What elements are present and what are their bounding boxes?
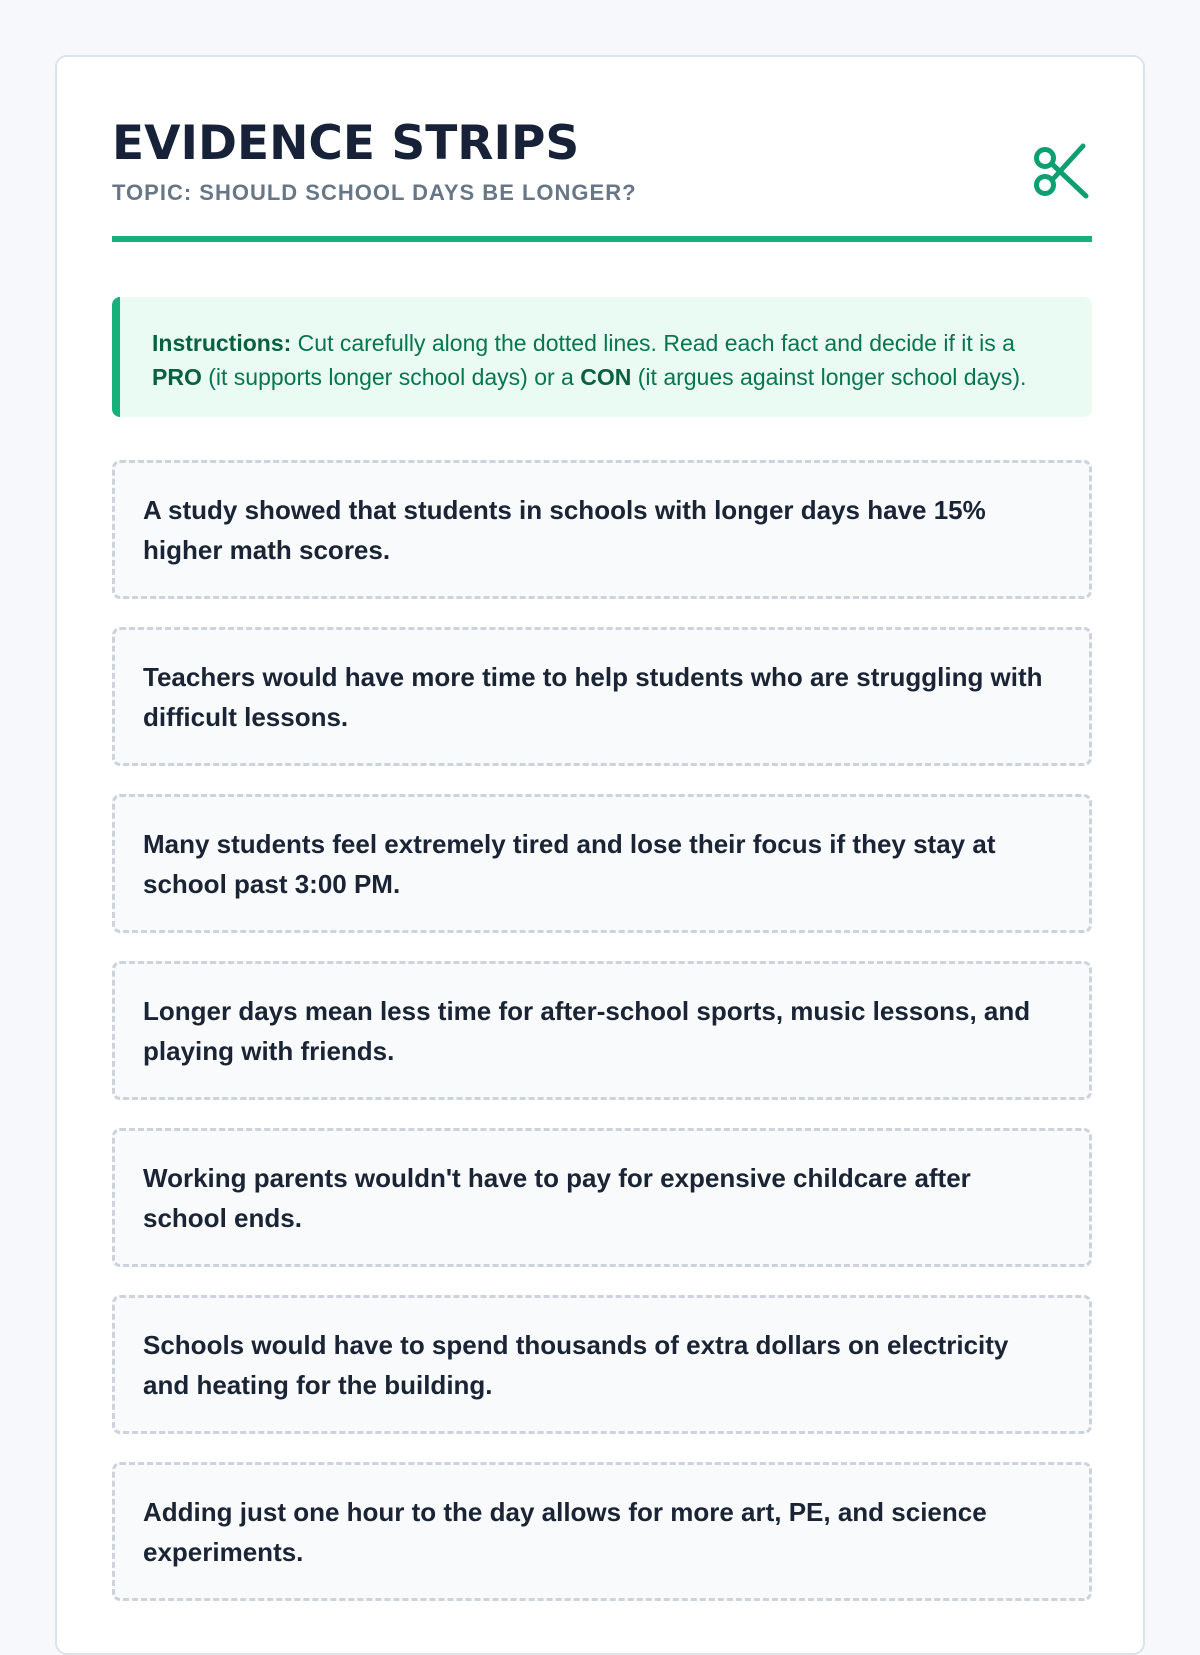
worksheet-header: [112, 112, 1092, 242]
evidence-strip: Longer days mean less time for after-school sports, music lessons, and playing with friends.: [112, 961, 1092, 1100]
scissors-blade-lower: [1052, 164, 1086, 196]
evidence-strip: Schools would have to spend thousands of extra dollars on electricity and heating for the building.: [112, 1295, 1092, 1434]
evidence-strip: Many students feel extremely tired and lose their focus if they stay at school past 3:00 PM.: [112, 794, 1092, 933]
scissors-icon: [1030, 140, 1092, 202]
con-label: CON: [580, 364, 632, 390]
topic-subtitle: TOPIC: SHOULD SCHOOL DAYS BE LONGER?: [112, 180, 637, 205]
evidence-strips-worksheet: [55, 55, 1145, 1655]
evidence-strip: A study showed that students in schools with longer days have 15% higher math scores.: [112, 460, 1092, 599]
instructions-text-between: (it supports longer school days) or a: [208, 364, 574, 390]
pro-label: PRO: [152, 364, 202, 390]
page-title: EVIDENCE STRIPS: [112, 116, 580, 171]
scissors-blade-upper: [1053, 146, 1083, 179]
evidence-strip: Adding just one hour to the day allows for more art, PE, and science experiments.: [112, 1462, 1092, 1601]
evidence-strip: Teachers would have more time to help students who are struggling with difficult lessons.: [112, 627, 1092, 766]
instructions-box: [112, 297, 1092, 417]
evidence-strip: Working parents wouldn't have to pay for expensive childcare after school ends.: [112, 1128, 1092, 1267]
instructions-label: Instructions:: [152, 330, 292, 356]
instructions-text-before-pro: Cut carefully along the dotted lines. Read each fact and decide if it is a: [297, 330, 1015, 356]
instructions-text-after-con: (it argues against longer school days).: [637, 364, 1027, 390]
